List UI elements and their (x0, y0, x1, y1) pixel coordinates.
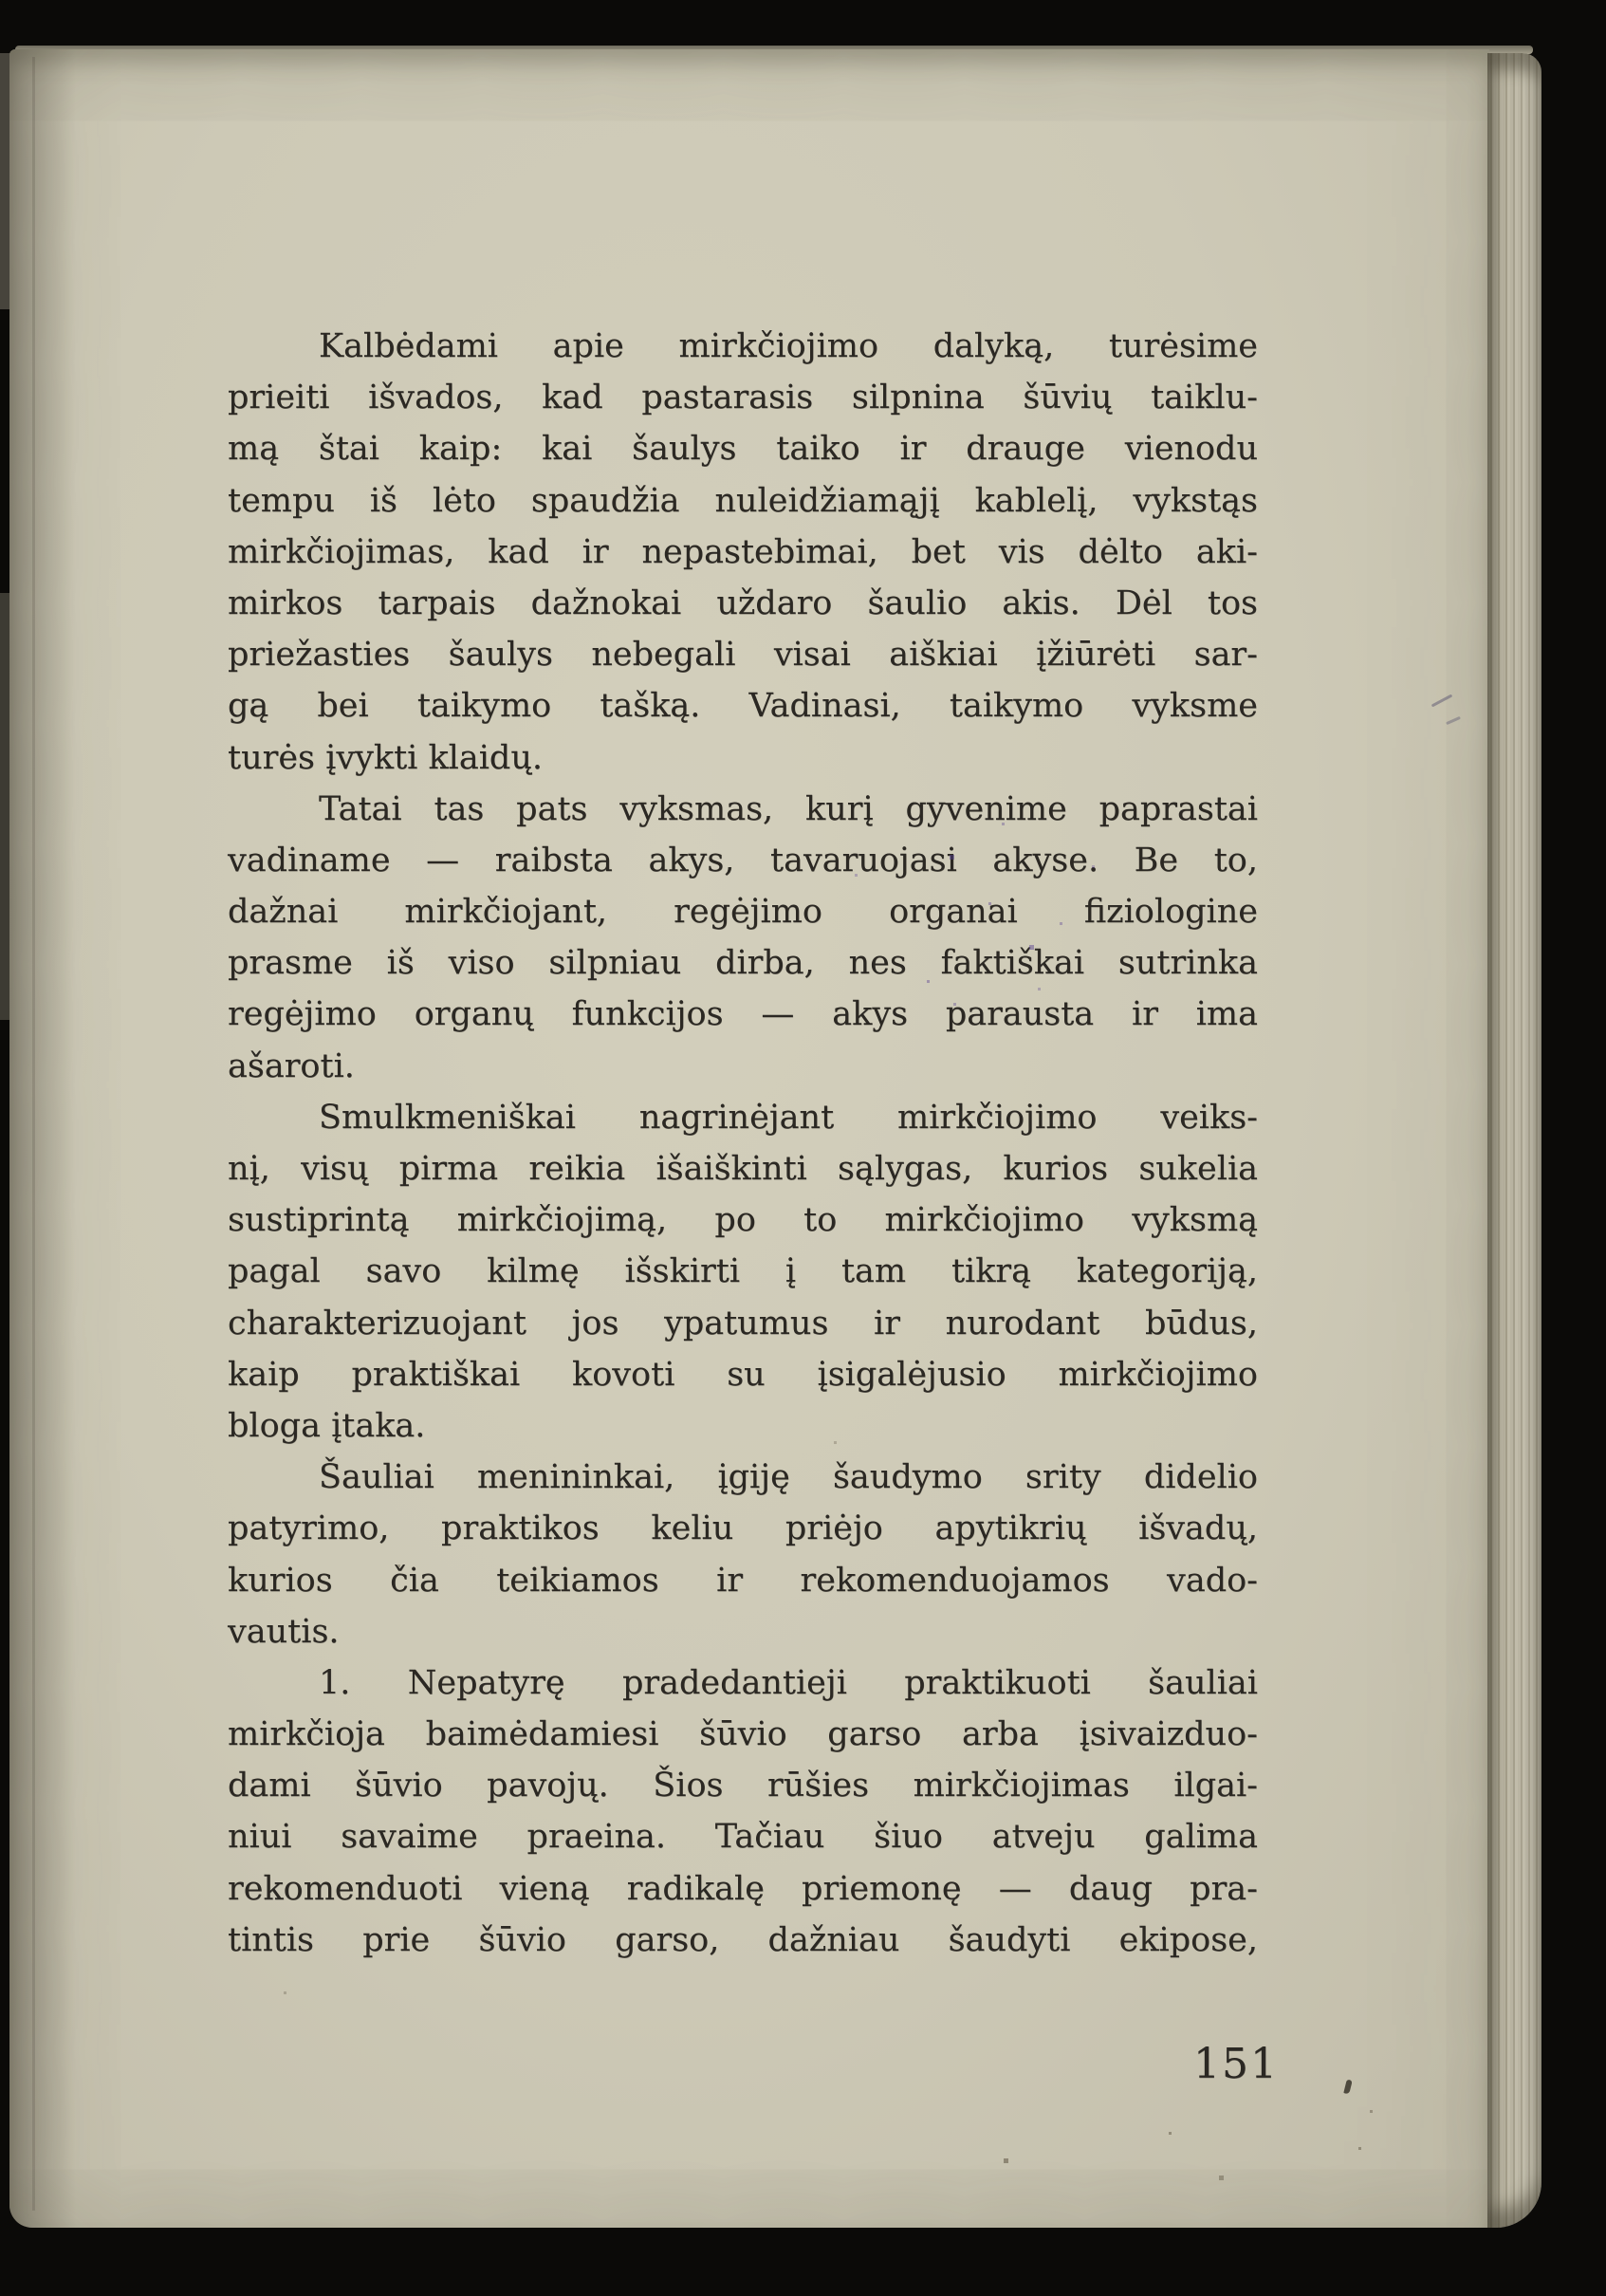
text-line: rekomenduoti vieną radikalę priemonę — daug pra- (228, 1869, 1258, 1908)
text-line: bloga įtaka. (228, 1406, 426, 1445)
paragraph (228, 1452, 1258, 1657)
text-line: tintis prie šūvio garso, dažniau šaudyti ekipose, (228, 1920, 1258, 1959)
text-line: vautis. (228, 1612, 340, 1651)
text-line: kaip praktiškai kovoti su įsigalėjusio mirkčiojimo (228, 1355, 1258, 1394)
text-line: prieiti išvados, kad pastarasis silpnina šūvių taiklu- (228, 379, 1258, 417)
paragraph (228, 1092, 1258, 1452)
text-line: prasme iš viso silpniau dirba, nes faktiškai sutrinka (228, 944, 1258, 983)
text-line: charakterizuojant jos ypatumus ir nurodant būdus, (228, 1304, 1258, 1342)
text-line: priežasties šaulys nebegali visai aiškiai įžiūrėti sar- (228, 636, 1258, 675)
paragraph (228, 1657, 1258, 1966)
page-text (228, 321, 1258, 1966)
page-gutter-shadow (9, 49, 76, 2228)
text-line: kurios čia teikiamos ir rekomenduojamos vado- (228, 1561, 1258, 1600)
text-line: mirkčioja baimėdamiesi šūvio garso arba įsivaizduo- (228, 1715, 1258, 1754)
text-line: Šauliai menininkai, įgiję šaudymo srity didelio (319, 1458, 1258, 1497)
text-line: dami šūvio pavojų. Šios rūšies mirkčiojimas ilgai- (228, 1767, 1258, 1805)
text-line: ašaroti. (228, 1046, 355, 1085)
text-line: mirkos tarpais dažnokai uždaro šaulio akis. Dėl tos (228, 583, 1258, 622)
text-line: 1. Nepatyrę pradedantieji praktikuoti šauliai (319, 1663, 1258, 1702)
text-line: sustiprintą mirkčiojimą, po to mirkčiojimo vyksmą (228, 1201, 1258, 1240)
text-line: dažnai mirkčiojant, regėjimo organai fiziologine (228, 893, 1258, 932)
text-line: gą bei taikymo tašką. Vadinasi, taikymo vyksme (228, 687, 1258, 726)
text-line: vadiname — raibsta akys, tavaruojasi akyse. Be to, (228, 841, 1258, 880)
text-line: mirkčiojimas, kad ir nepastebimai, bet vis dėlto aki- (228, 532, 1258, 571)
book-fore-edge (1487, 53, 1541, 2228)
text-line: regėjimo organų funkcijos — akys parausta ir ima (228, 995, 1258, 1034)
page-crease (32, 57, 35, 2211)
page-number: 151 (1193, 2040, 1279, 2088)
paper-specks (0, 0, 1, 1)
text-line: mą štai kaip: kai šaulys taiko ir drauge vienodu (228, 430, 1258, 469)
text-line: tempu iš lėto spaudžia nuleidžiamąjį kablelį, vykstąs (228, 481, 1258, 520)
text-line: Tatai tas pats vyksmas, kurį gyvenime paprastai (319, 789, 1258, 828)
page-edge-sliver (0, 593, 9, 1020)
paragraph (228, 321, 1258, 784)
paragraph (228, 784, 1258, 1092)
text-line: niui savaime praeina. Tačiau šiuo atveju galima (228, 1818, 1258, 1857)
text-line: pagal savo kilmę išskirti į tam tikrą kategoriją, (228, 1252, 1258, 1291)
text-line: patyrimo, praktikos keliu priėjo apytikrių išvadų, (228, 1509, 1258, 1548)
text-line: Kalbėdami apie mirkčiojimo dalyką, turėsime (319, 327, 1258, 365)
text-line: Smulkmeniškai nagrinėjant mirkčiojimo veiks- (319, 1098, 1258, 1137)
text-line: turės įvykti klaidų. (228, 738, 544, 777)
text-line: nį, visų pirma reikia išaiškinti sąlygas, kurios sukelia (228, 1150, 1258, 1188)
